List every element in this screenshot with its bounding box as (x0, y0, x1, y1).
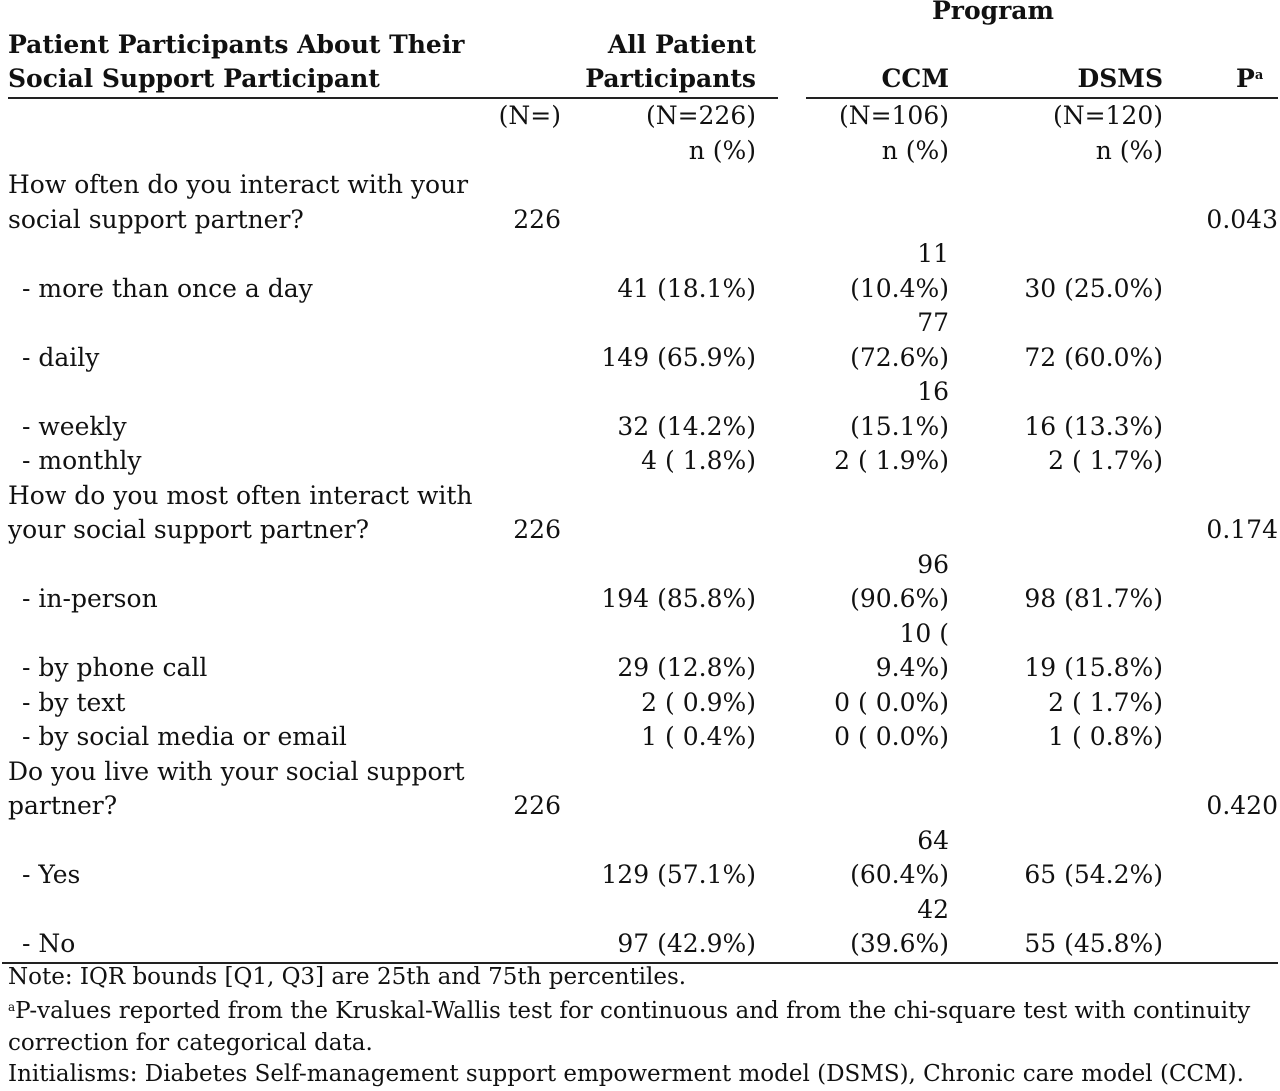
dsms-value: 65 (54.2%) (1024, 860, 1163, 889)
all-value: 97 (42.9%) (617, 929, 756, 958)
note-pvalues-line1: $^a$P-values reported from the Kruskal-Wallis test for continuous and from the chi-square test with continuity (8, 998, 1251, 1024)
ccm-value-line1: 96 (917, 550, 949, 579)
question-line1: Do you live with your social support (8, 757, 465, 786)
dsms-value: 55 (45.8%) (1024, 929, 1163, 958)
question-n: 226 (513, 791, 561, 820)
ccm-value-line1: 11 (917, 239, 949, 268)
all-value: 129 (57.1%) (601, 860, 756, 889)
p-value: 0.420 (1206, 791, 1278, 820)
question-line2: your social support partner? (8, 515, 369, 544)
dsms-unit: n (%) (1095, 136, 1163, 165)
question-n: 226 (513, 205, 561, 234)
note-iqr: Note: IQR bounds [Q1, Q3] are 25th and 75th percentiles. (8, 964, 687, 990)
row-label: - monthly (22, 446, 142, 475)
note-initialisms: Initialisms: Diabetes Self-management support empowerment model (DSMS), Chronic care model (CCM). (8, 1061, 1244, 1087)
all-value: 41 (18.1%) (617, 274, 756, 303)
ccm-header: CCM (881, 64, 949, 93)
stub-header-line1: Patient Participants About Their (8, 30, 465, 59)
p-header: $P^a$ (1236, 64, 1264, 93)
dsms-n: (N=120) (1052, 101, 1163, 130)
ccm-n: (N=106) (838, 101, 949, 130)
ccm-value-line2: (72.6%) (850, 343, 949, 372)
ccm-value-line1: 16 (917, 377, 949, 406)
question-line2: social support partner? (8, 205, 304, 234)
p-value: 0.043 (1206, 205, 1278, 234)
dsms-value: 19 (15.8%) (1024, 653, 1163, 682)
header-rule-left (8, 97, 778, 99)
dsms-header: DSMS (1077, 64, 1163, 93)
question-line2: partner? (8, 791, 118, 820)
dsms-value: 16 (13.3%) (1024, 412, 1163, 441)
row-label: - daily (22, 343, 100, 372)
all-value: 149 (65.9%) (601, 343, 756, 372)
all-value: 194 (85.8%) (601, 584, 756, 613)
question-line1: How do you most often interact with (8, 481, 473, 510)
row-label: - more than once a day (22, 274, 313, 303)
ccm-value-line2: 9.4%) (875, 653, 949, 682)
all-value: 1 ( 0.4%) (641, 722, 756, 751)
ccm-value-line2: (90.6%) (850, 584, 949, 613)
program-header: Program (932, 0, 1054, 25)
row-label: - weekly (22, 412, 127, 441)
all-value: 2 ( 0.9%) (641, 688, 756, 717)
row-label: - No (22, 929, 76, 958)
ccm-value: 2 ( 1.9%) (834, 446, 949, 475)
ccm-value-line2: (60.4%) (850, 860, 949, 889)
ccm-value-line1: 64 (917, 826, 949, 855)
all-n: (N=226) (645, 101, 756, 130)
row-label: - in-person (22, 584, 158, 613)
dsms-value: 1 ( 0.8%) (1048, 722, 1163, 751)
p-value: 0.174 (1206, 515, 1278, 544)
ccm-unit: n (%) (881, 136, 949, 165)
ccm-value-line2: (15.1%) (850, 412, 949, 441)
row-label: - by social media or email (22, 722, 347, 751)
all-unit: n (%) (688, 136, 756, 165)
all-value: 29 (12.8%) (617, 653, 756, 682)
row-label: - by phone call (22, 653, 208, 682)
dsms-value: 2 ( 1.7%) (1048, 688, 1163, 717)
dsms-value: 72 (60.0%) (1024, 343, 1163, 372)
ccm-value: 0 ( 0.0%) (834, 722, 949, 751)
question-n: 226 (513, 515, 561, 544)
all-header-line2: Participants (585, 64, 756, 93)
ccm-value-line1: 42 (917, 895, 949, 924)
dsms-value: 30 (25.0%) (1024, 274, 1163, 303)
dsms-value: 2 ( 1.7%) (1048, 446, 1163, 475)
ccm-value-line1: 77 (917, 308, 949, 337)
all-value: 32 (14.2%) (617, 412, 756, 441)
dsms-value: 98 (81.7%) (1024, 584, 1163, 613)
row-label: - Yes (22, 860, 81, 889)
ccm-value-line2: (39.6%) (850, 929, 949, 958)
n-column-header: (N=) (498, 101, 561, 130)
stub-header-line2: Social Support Participant (8, 64, 380, 93)
ccm-value: 0 ( 0.0%) (834, 688, 949, 717)
all-header-line1: All Patient (607, 30, 756, 59)
note-pvalues-line2: correction for categorical data. (8, 1030, 373, 1056)
ccm-value-line2: (10.4%) (850, 274, 949, 303)
question-line1: How often do you interact with your (8, 170, 469, 199)
header-rule-right (806, 97, 1278, 99)
ccm-value-line1: 10 ( (899, 619, 949, 648)
row-label: - by text (22, 688, 126, 717)
all-value: 4 ( 1.8%) (641, 446, 756, 475)
